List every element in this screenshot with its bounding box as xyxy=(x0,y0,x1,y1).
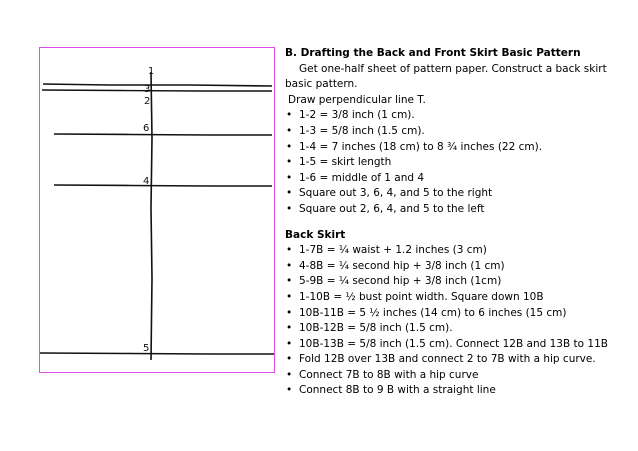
list-item xyxy=(285,352,630,368)
point-label-1: 1 xyxy=(148,66,155,77)
pattern-drawing-frame xyxy=(39,47,275,373)
bullet-icon: • xyxy=(286,384,293,397)
horizontal-line-2 xyxy=(42,90,272,91)
step-text: 1-2 = 3/8 inch (1 cm). xyxy=(299,109,415,122)
point-label-2: 2 xyxy=(144,96,151,107)
bullet-icon: • xyxy=(286,124,293,137)
step-text: 4-8B = ¼ second hip + 3/8 inch (1 cm) xyxy=(299,259,505,272)
bullet-icon: • xyxy=(286,322,293,335)
list-item xyxy=(285,202,630,218)
step-text: 5-9B = ¼ second hip + 3/8 inch (1cm) xyxy=(299,275,502,288)
bullet-icon: • xyxy=(286,306,293,319)
list-item xyxy=(285,186,630,202)
intro-line-1: Get one-half sheet of pattern paper. Construct a back skirt xyxy=(299,62,607,75)
section-spacer xyxy=(285,218,630,228)
intro-line-2: basic pattern. xyxy=(285,78,358,91)
instructions-panel xyxy=(285,46,630,399)
bullet-icon: • xyxy=(286,140,293,153)
point-label-4: 4 xyxy=(143,176,150,187)
list-item xyxy=(285,337,630,353)
bullet-icon: • xyxy=(286,187,293,200)
list-item xyxy=(285,124,630,140)
section-b-steps xyxy=(285,108,630,217)
bullet-icon: • xyxy=(286,337,293,350)
step-text: 1-7B = ¼ waist + 1.2 inches (3 cm) xyxy=(299,244,487,257)
bullet-icon: • xyxy=(286,275,293,288)
step-text: Square out 3, 6, 4, and 5 to the right xyxy=(299,187,493,200)
bullet-icon: • xyxy=(286,109,293,122)
point-label-5: 5 xyxy=(143,343,150,354)
list-item xyxy=(285,243,630,259)
bullet-icon: • xyxy=(286,353,293,366)
step-text: 1-10B = ½ bust point width. Square down 10B xyxy=(299,290,544,303)
list-item xyxy=(285,306,630,322)
back-skirt-heading: Back Skirt xyxy=(285,228,346,241)
bullet-icon: • xyxy=(286,202,293,215)
step-text: Connect 7B to 8B with a hip curve xyxy=(299,368,479,381)
bullet-icon: • xyxy=(286,259,293,272)
point-label-3: 3 xyxy=(144,84,151,95)
bullet-icon: • xyxy=(286,171,293,184)
list-item xyxy=(285,383,630,399)
horizontal-line-6 xyxy=(54,134,272,135)
list-item xyxy=(285,368,630,384)
section-b-heading: B. Drafting the Back and Front Skirt Basic Pattern xyxy=(285,47,581,59)
bullet-icon: • xyxy=(286,244,293,257)
step-text: Square out 2, 6, 4, and 5 to the left xyxy=(299,202,485,215)
list-item xyxy=(285,290,630,306)
list-item xyxy=(285,108,630,124)
list-item xyxy=(285,155,630,171)
bullet-icon: • xyxy=(286,368,293,381)
horizontal-line-4 xyxy=(54,185,272,186)
bullet-icon: • xyxy=(286,290,293,303)
list-item xyxy=(285,171,630,187)
step-text: 10B-13B = 5/8 inch (1.5 cm). Connect 12B and 13B to 11B xyxy=(299,337,608,350)
list-item xyxy=(285,321,630,337)
horizontal-line-3 xyxy=(43,84,272,86)
step-text: 1-3 = 5/8 inch (1.5 cm). xyxy=(299,124,425,137)
step-text: 10B-12B = 5/8 inch (1.5 cm). xyxy=(299,322,453,335)
vertical-line-t xyxy=(151,72,152,360)
step-text: 1-4 = 7 inches (18 cm) to 8 ¾ inches (22 cm). xyxy=(299,140,543,153)
step-text: 1-6 = middle of 1 and 4 xyxy=(299,171,425,184)
step-text: Fold 12B over 13B and connect 2 to 7B with a hip curve. xyxy=(299,353,596,366)
list-item xyxy=(285,140,630,156)
point-label-6: 6 xyxy=(143,123,150,134)
bullet-icon: • xyxy=(286,156,293,169)
back-skirt-steps xyxy=(285,243,630,399)
step-text: 1-5 = skirt length xyxy=(299,156,392,169)
instruction-line: Draw perpendicular line T. xyxy=(288,93,426,106)
pattern-sketch xyxy=(40,48,276,374)
list-item xyxy=(285,274,630,290)
list-item xyxy=(285,259,630,275)
horizontal-line-5 xyxy=(40,353,274,354)
step-text: Connect 8B to 9 B with a straight line xyxy=(299,384,496,397)
step-text: 10B-11B = 5 ½ inches (14 cm) to 6 inches (15 cm) xyxy=(299,306,567,319)
